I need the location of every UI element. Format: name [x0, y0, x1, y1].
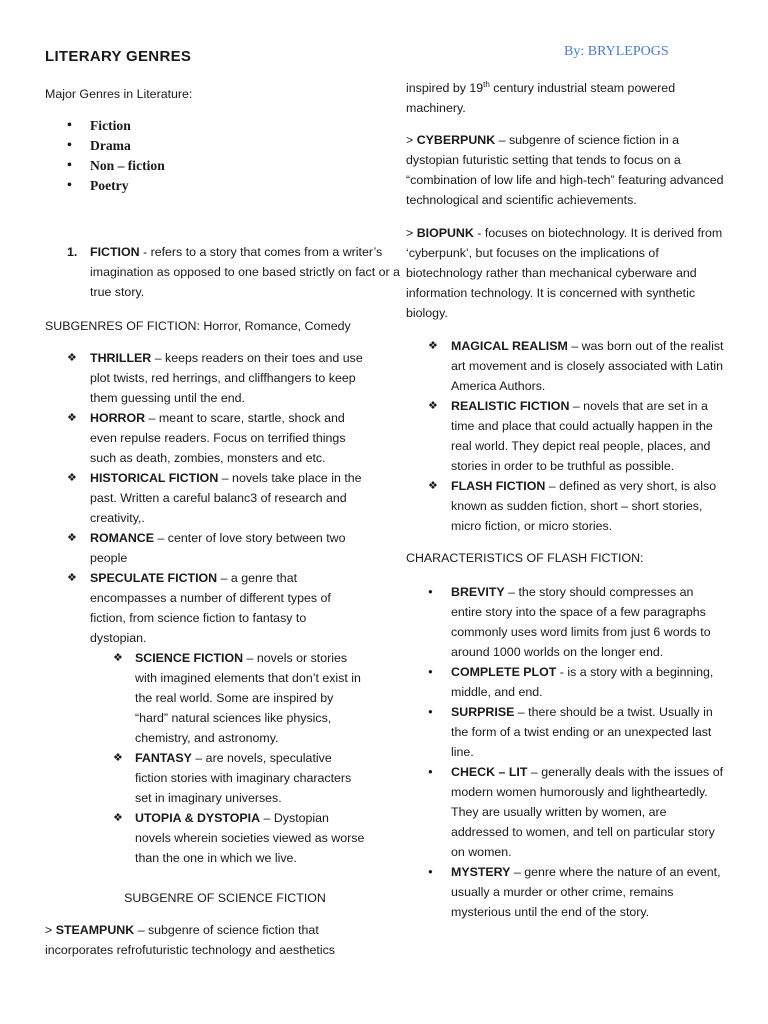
- definition: – are novels, speculative fiction stories with imaginary characters set in imaginary universes.: [135, 751, 352, 805]
- definition: – meant to scare, startle, shock and even repulse readers. Focus on terrified things such as death, zombies, monsters and etc.: [90, 411, 346, 465]
- definition: - focuses on biotechnology. It is derived from ‘cyberpunk’, but focuses on the implications of biotechnology rather than mechanical cyberware and information technology. It is concerned with synthetic biology.: [406, 226, 723, 320]
- definition: - refers to a story that comes from a writer’s imagination as opposed to one based strictly on fact or a true story.: [90, 245, 400, 299]
- subgenre-item: [45, 528, 365, 568]
- definition: – subgenre of science fiction in a dystopian futuristic setting that tends to focus on a “combination of low life and high-tech” featuring advanced technological and scientific achievements.: [406, 133, 724, 207]
- major-genre-item: • Drama: [45, 136, 365, 156]
- term: SURPRISE: [451, 705, 515, 719]
- definition: – novels that are set in a time and place that could actually happen in the real world. They depict real people, places, and stories in order to be truthful as possible.: [451, 399, 713, 473]
- term: CYBERPUNK: [416, 133, 496, 147]
- prefix: >: [406, 133, 417, 147]
- subgenres-heading: SUBGENRES OF FICTION: Horror, Romance, Comedy: [45, 319, 351, 333]
- definition: - is a story with a beginning, middle, and end.: [451, 665, 714, 699]
- term: FICTION: [90, 245, 140, 259]
- flash-fiction-heading: CHARACTERISTICS OF FLASH FICTION:: [406, 551, 644, 565]
- subgenre-item: [45, 748, 365, 808]
- subgenre-item: [45, 348, 365, 408]
- major-genre-item: • Poetry: [45, 176, 365, 196]
- major-genres-list: [45, 116, 365, 196]
- genre-item: [406, 336, 726, 396]
- prefix: >: [45, 923, 56, 937]
- major-genre-item: • Fiction: [45, 116, 365, 136]
- term: STEAMPUNK: [55, 923, 135, 937]
- term: SPECULATE FICTION: [90, 571, 218, 585]
- subgenres-list: [45, 348, 365, 648]
- term: ROMANCE: [90, 531, 155, 545]
- definition: – a genre that encompasses a number of different types of fiction, from science fiction to fantasy to dystopian.: [90, 571, 331, 645]
- term: REALISTIC FICTION: [451, 399, 570, 413]
- term: MYSTERY: [451, 865, 511, 879]
- scifi-subgenre-heading: SUBGENRE OF SCIENCE FICTION: [124, 891, 326, 905]
- term: THRILLER: [90, 351, 152, 365]
- definition: – center of love story between two people: [90, 531, 346, 565]
- subgenre-item: [45, 568, 365, 648]
- term: COMPLETE PLOT: [451, 665, 557, 679]
- characteristic-item: [406, 582, 726, 662]
- characteristic-item: [406, 662, 726, 702]
- page-title: LITERARY GENRES: [45, 48, 192, 65]
- subgenre-item: [45, 808, 365, 868]
- term: FLASH FICTION: [451, 479, 546, 493]
- definition: – genre where the nature of an event, usually a murder or other crime, remains mysterious until the end of the story.: [451, 865, 721, 919]
- definition: – keeps readers on their toes and use plot twists, red herrings, and cliffhangers to keep them guessing until the end.: [90, 351, 363, 405]
- definition: – subgenre of science fiction that incorporates refrofuturistic technology and aesthetics: [45, 923, 335, 957]
- definition: – there should be a twist. Usually in the form of a twist ending or an unexpected last line.: [451, 705, 713, 759]
- term: MAGICAL REALISM: [451, 339, 568, 353]
- term: FANTASY: [135, 751, 192, 765]
- text: inspired by 19: [406, 81, 484, 95]
- characteristic-item: [406, 702, 726, 762]
- term: UTOPIA & DYSTOPIA: [135, 811, 261, 825]
- biopunk-definition: [406, 223, 726, 323]
- major-genre-item: • Non – fiction: [45, 156, 365, 176]
- definition: – was born out of the realist art movement and is closely associated with Latin America Authors.: [451, 339, 724, 393]
- term: HORROR: [90, 411, 146, 425]
- genre-item: [406, 476, 726, 536]
- list-number: 1.: [67, 245, 78, 259]
- author-byline: By: BRYLEPOGS: [564, 44, 669, 59]
- definition: – the story should compresses an entire story into the space of a few paragraphs commonly uses word limits from just 6 words to around 1000 worlds on the longer end.: [451, 585, 711, 659]
- term: HISTORICAL FICTION: [90, 471, 219, 485]
- subgenre-item: [45, 648, 365, 748]
- cyberpunk-definition: [406, 130, 726, 210]
- fiction-definition: [45, 242, 410, 302]
- characteristic-item: [406, 862, 726, 922]
- major-genres-label: Major Genres in Literature:: [45, 87, 193, 101]
- steampunk-definition: [45, 920, 365, 960]
- term: SCIENCE FICTION: [135, 651, 244, 665]
- other-genres-list: [406, 336, 726, 536]
- definition: – defined as very short, is also known as sudden fiction, short – short stories, micro fiction, or micro stories.: [451, 479, 717, 533]
- subgenre-item: [45, 408, 365, 468]
- term: BIOPUNK: [416, 226, 474, 240]
- steampunk-continuation: [406, 78, 726, 118]
- term: CHECK – LIT: [451, 765, 528, 779]
- term: BREVITY: [451, 585, 505, 599]
- subgenre-item: [45, 468, 365, 528]
- genre-item: [406, 396, 726, 476]
- characteristic-item: [406, 762, 726, 862]
- definition: – generally deals with the issues of modern women humorously and lightheartedly. They are usually written by women, are addressed to women, and tell on particular story on women.: [451, 765, 724, 859]
- definition: – novels take place in the past. Written a careful balanc3 of research and creativity,.: [90, 471, 362, 525]
- left-column: [45, 0, 400, 957]
- flash-characteristics-list: [406, 582, 726, 922]
- speculative-subgenres-list: [45, 648, 365, 868]
- text: century industrial steam powered machinery.: [406, 81, 676, 115]
- definition: – novels or stories with imagined elements that don’t exist in the real world. Some are inspired by “hard” natural sciences like physics, chemistry, and astronomy.: [135, 651, 361, 745]
- prefix: >: [406, 226, 417, 240]
- definition: – Dystopian novels wherein societies viewed as worse than the one in which we live.: [135, 811, 365, 865]
- superscript: th: [483, 79, 490, 89]
